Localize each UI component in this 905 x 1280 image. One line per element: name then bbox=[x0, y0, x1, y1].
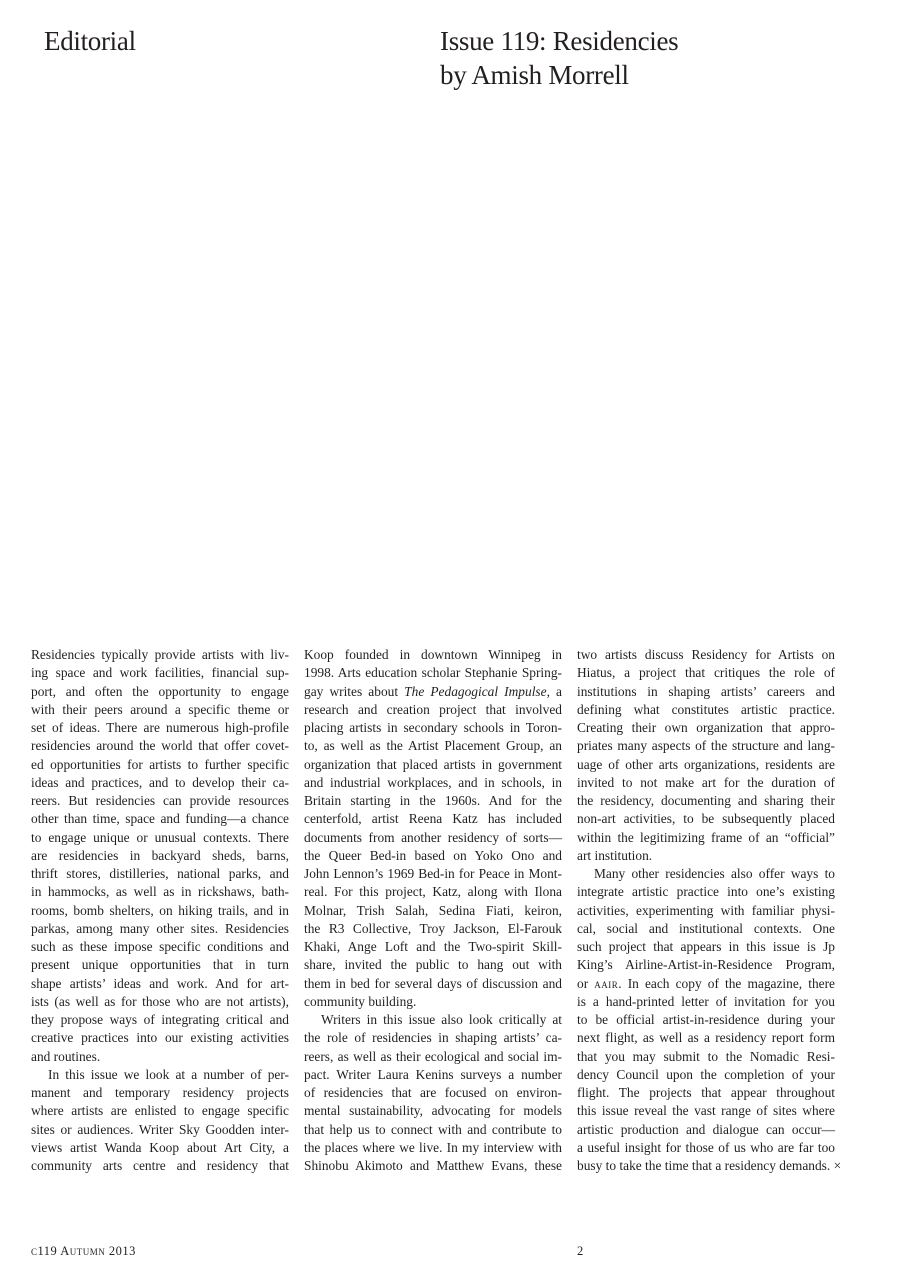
text-line: parkas, among many other sites. Residencies bbox=[31, 920, 289, 936]
acronym: aair bbox=[594, 975, 619, 991]
text-line: integrate artistic practice into one’s existing bbox=[577, 884, 835, 900]
body-column-3 bbox=[577, 646, 842, 1175]
text-line: in hammocks, as well as in rickshaws, bath- bbox=[31, 884, 289, 900]
text-line: centerfold, artist Reena Katz has included bbox=[304, 811, 562, 827]
text-line: manent and temporary residency projects bbox=[31, 1085, 289, 1100]
text-line: residencies around the world that offer covet- bbox=[31, 738, 289, 754]
issue-footer bbox=[31, 1243, 136, 1259]
text-line: mental sustainability, advocating for models bbox=[304, 1103, 562, 1119]
text-line: John Lennon’s 1969 Bed-in for Peace in Mont- bbox=[304, 866, 562, 881]
text-line: Writers in this issue also look critically at bbox=[321, 1012, 562, 1027]
text-line: ing space and work facilities, financial sup- bbox=[31, 665, 289, 681]
text-line: activities, experimenting with familiar physi- bbox=[577, 902, 835, 918]
text-line: share, invited the public to hang out with bbox=[304, 957, 562, 973]
text-line: In this issue we look at a number of per- bbox=[48, 1066, 289, 1082]
text-line: rooms, bomb shelters, on hiking trails, and in bbox=[31, 902, 289, 918]
text-line: Hiatus, a project that critiques the role of bbox=[577, 665, 835, 681]
text-line: King’s Airline-Artist-in-Residence Program, bbox=[577, 957, 835, 973]
text-line: Creating their own organization that appro- bbox=[577, 720, 835, 735]
text-line: Britain starting in the 1960s. And for the bbox=[304, 793, 562, 808]
text-line: dency Council upon the completion of your bbox=[577, 1066, 835, 1082]
text-line: and industrial workplaces, and in schools, in bbox=[304, 774, 562, 790]
text-line: defining what constitutes artistic practice. bbox=[577, 701, 835, 717]
body-column-2 bbox=[304, 646, 562, 1175]
text-line: pact. Writer Laura Kenins surveys a number bbox=[304, 1066, 562, 1082]
text-line: reers, as well as their ecological and social im- bbox=[304, 1048, 562, 1064]
body-column-1 bbox=[31, 646, 289, 1175]
text-line: set of ideas. There are numerous high-profile bbox=[31, 720, 289, 735]
text-line: 1998. Arts education scholar Stephanie Spring- bbox=[304, 665, 562, 681]
text-line: Shinobu Akimoto and Matthew Evans, these bbox=[304, 1158, 562, 1173]
text-line: such as these impose specific conditions and bbox=[31, 939, 289, 954]
text-line: Koop founded in downtown Winnipeg in bbox=[304, 647, 562, 662]
text-line bbox=[304, 683, 562, 701]
text-line: ideas and practices, and to develop their ca- bbox=[31, 774, 289, 790]
text-line: views artist Wanda Koop about Art City, a bbox=[31, 1139, 289, 1155]
text-line: real. For this project, Katz, along with Ilona bbox=[304, 884, 562, 900]
article-title-line: Issue 119: Residencies bbox=[440, 26, 679, 56]
text-line: such project that appears in this issue is Jp bbox=[577, 939, 835, 954]
text-line: are residencies in backyard sheds, barns, bbox=[31, 847, 289, 863]
text-line: that you may submit to the Nomadic Resi- bbox=[577, 1048, 835, 1064]
text-line: the role of residencies in shaping artists’ ca- bbox=[304, 1030, 562, 1046]
text-line: two artists discuss Residency for Artists on bbox=[577, 647, 835, 662]
text-line: the Queer Bed-in based on Yoko Ono and bbox=[304, 847, 562, 863]
text-line: busy to take the time that a residency demands. × bbox=[577, 1158, 842, 1173]
text-fragment: or bbox=[577, 975, 595, 991]
page-number: 2 bbox=[577, 1244, 584, 1258]
text-line: that help us to connect with and contribute to bbox=[304, 1121, 562, 1137]
text-line: placing artists in secondary schools in Toron- bbox=[304, 720, 562, 735]
text-line: present unique opportunities that in turn bbox=[31, 957, 289, 973]
text-line: community arts centre and residency that bbox=[31, 1158, 289, 1173]
text-line bbox=[577, 975, 835, 993]
text-line: them in bed for several days of discussion and bbox=[304, 975, 562, 991]
text-line: shape artists’ ideas and work. And for art- bbox=[31, 975, 289, 991]
text-line: organization that placed artists in government bbox=[304, 756, 562, 772]
text-line: with their peers around a specific theme or bbox=[31, 701, 289, 717]
text-line: to be official artist-in-residence during your bbox=[577, 1012, 835, 1027]
text-line: priates many aspects of the structure and lang- bbox=[577, 738, 835, 754]
text-line: of residencies that are focused on environ- bbox=[304, 1085, 562, 1100]
text-line: creative practices into our existing activities bbox=[31, 1030, 289, 1046]
text-fragment: , a bbox=[546, 683, 562, 699]
text-line: the R3 Collective, Troy Jackson, El-Farouk bbox=[304, 920, 562, 936]
text-line: ists (as well as for those who are not artists), bbox=[31, 993, 289, 1009]
article-title bbox=[440, 24, 678, 92]
text-fragment: gay writes about bbox=[304, 683, 405, 699]
text-line: other than time, space and funding—a chance bbox=[31, 811, 289, 827]
section-label: Editorial bbox=[44, 26, 136, 56]
text-line: to engage unique or unusual contexts. There bbox=[31, 829, 289, 845]
text-line: Khaki, Ange Loft and the Two-spirit Skill- bbox=[304, 939, 562, 954]
text-line: ed opportunities for artists to further specific bbox=[31, 756, 289, 772]
text-line: artistic production and dialogue can occur— bbox=[577, 1121, 835, 1137]
text-line: the residency, documenting and sharing their bbox=[577, 793, 835, 808]
text-line: documents from another residency of sorts— bbox=[304, 829, 562, 845]
text-line: within the legitimizing frame of an “official” bbox=[577, 829, 835, 845]
article-byline: by Amish Morrell bbox=[440, 60, 629, 90]
text-line: cal, social and institutional contexts. One bbox=[577, 920, 835, 936]
text-fragment: . In each copy of the magazine, there bbox=[618, 975, 835, 991]
text-line: Molnar, Trish Salah, Sedina Fiati, keiron, bbox=[304, 902, 562, 918]
text-line: this issue reveal the vast range of sites where bbox=[577, 1103, 835, 1119]
text-line: port, and often the opportunity to engage bbox=[31, 683, 289, 699]
text-line: where artists are enlisted to engage specific bbox=[31, 1103, 289, 1119]
text-line: they propose ways of integrating critical and bbox=[31, 1012, 289, 1027]
text-line: the places where we live. In my interview with bbox=[304, 1139, 562, 1155]
text-line: non-art activities, to be subsequently placed bbox=[577, 811, 835, 827]
text-line: is a hand-printed letter of invitation for you bbox=[577, 993, 835, 1009]
text-line: and routines. bbox=[31, 1048, 101, 1064]
text-line: community building. bbox=[304, 993, 417, 1009]
text-line: invited to not make art for the duration of bbox=[577, 774, 835, 790]
text-line: to, as well as the Artist Placement Group, an bbox=[304, 738, 562, 754]
text-line: institutions in shaping artists’ careers and bbox=[577, 683, 835, 699]
text-line: reers. But residencies can provide resources bbox=[31, 793, 289, 808]
text-line: sites or audiences. Writer Sky Goodden inter- bbox=[31, 1121, 289, 1137]
text-line: art institution. bbox=[577, 847, 653, 863]
text-line: Residencies typically provide artists with liv- bbox=[31, 647, 289, 662]
text-line: Many other residencies also offer ways to bbox=[594, 866, 835, 881]
text-line: flight. The projects that appear throughout bbox=[577, 1085, 835, 1100]
text-line: a useful insight for those of us who are far too bbox=[577, 1139, 835, 1155]
text-line: thrift stores, distilleries, national parks, and bbox=[31, 866, 289, 881]
text-line: next flight, as well as a residency report form bbox=[577, 1030, 835, 1046]
italic-publication-title: The Pedagogical Impulse bbox=[404, 683, 547, 699]
text-line: research and creation project that involved bbox=[304, 701, 562, 717]
text-line: uage of other arts organizations, residents are bbox=[577, 756, 835, 772]
issue-label: c119 Autumn 2013 bbox=[31, 1244, 136, 1258]
